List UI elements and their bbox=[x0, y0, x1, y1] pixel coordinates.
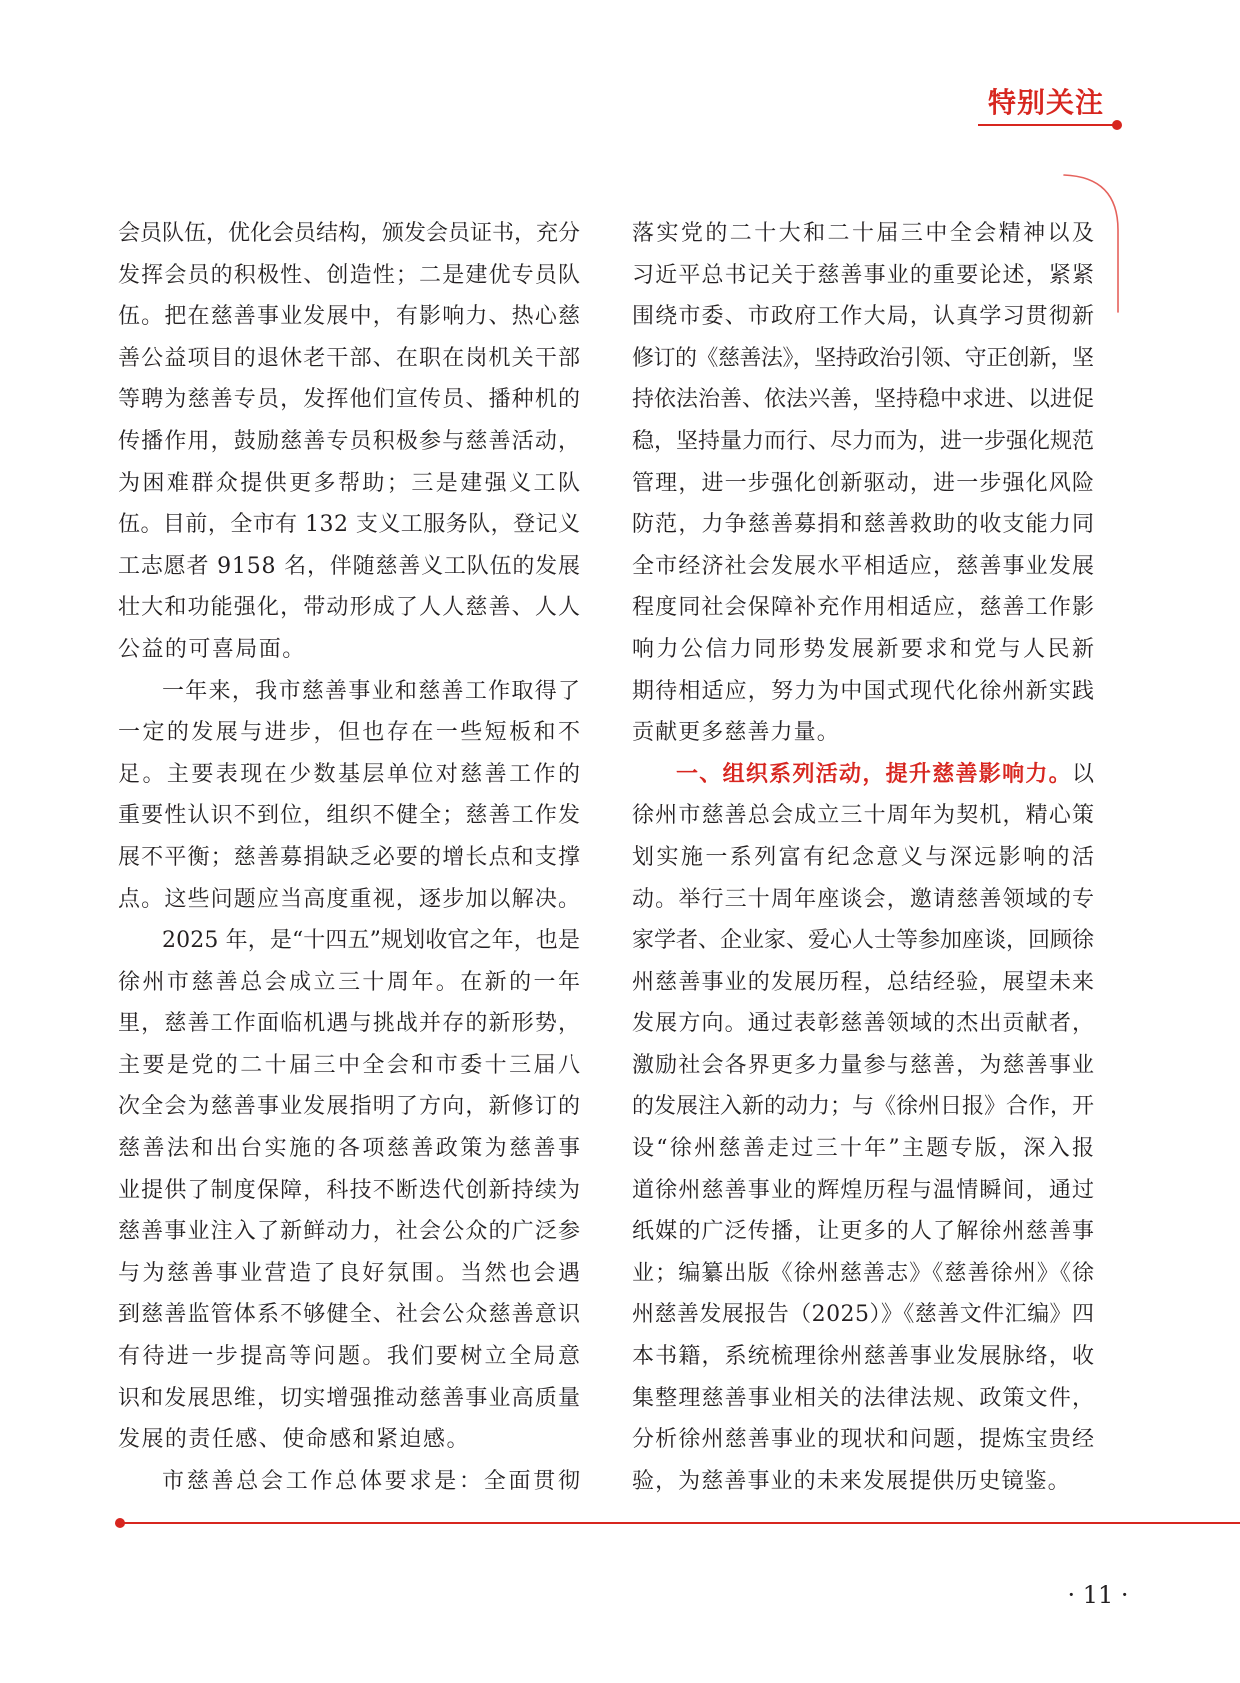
left-column-line bbox=[118, 879, 580, 921]
left-column-line bbox=[118, 379, 580, 421]
line-text: 设“徐州慈善走过三十年”主题专版，深入报 bbox=[632, 1136, 1097, 1162]
line-text: 一年来，我市慈善事业和慈善工作取得了 bbox=[162, 678, 582, 704]
line-text: 次全会为慈善事业发展指明了方向，新修订的 bbox=[118, 1094, 582, 1120]
line-text: 徐州市慈善总会成立三十周年。在新的一年 bbox=[118, 969, 583, 995]
left-column-line bbox=[118, 1045, 583, 1087]
right-column-line bbox=[632, 463, 1094, 505]
right-column-line bbox=[632, 338, 1094, 380]
right-column-line bbox=[632, 920, 1094, 962]
line-text: 贡献更多慈善力量。 bbox=[632, 720, 840, 746]
line-text: 等聘为慈善专员，发挥他们宣传员、播种机的 bbox=[118, 387, 582, 413]
right-text-column bbox=[632, 213, 1097, 1502]
right-column-line bbox=[632, 1461, 1094, 1503]
line-text: 程度同社会保障补充作用相适应，慈善工作影 bbox=[632, 595, 1096, 621]
line-text: 期待相适应，努力为中国式现代化徐州新实践 bbox=[632, 678, 1096, 704]
line-text: 业；编纂出版《徐州慈善志》《慈善徐州》《徐 bbox=[632, 1260, 1096, 1286]
right-column-line bbox=[632, 1128, 1097, 1170]
left-column-line bbox=[118, 671, 580, 713]
footer-rule-dot bbox=[115, 1518, 125, 1528]
line-text: 善公益项目的退休老干部、在职在岗机关干部 bbox=[118, 345, 582, 371]
line-text: 为困难群众提供更多帮助；三是建强义工队 bbox=[118, 470, 583, 496]
line-text: 一定的发展与进步，但也存在一些短板和不 bbox=[118, 720, 583, 746]
section-title: 特别关注 bbox=[988, 86, 1105, 119]
line-text: 有待进一步提高等问题。我们要树立全局意 bbox=[118, 1344, 583, 1370]
line-text: 会员队伍，优化会员结构，颁发会员证书，充分 bbox=[118, 221, 580, 246]
line-text: 稳，坚持量力而行、尽力而为，进一步强化规范 bbox=[632, 428, 1094, 454]
line-text: 纸媒的广泛传播，让更多的人了解徐州慈善事 bbox=[632, 1219, 1096, 1245]
right-column-line bbox=[632, 1336, 1094, 1378]
section-title-underline bbox=[978, 124, 1118, 126]
section-heading-continuation: 以 bbox=[1071, 761, 1096, 787]
left-column-line bbox=[118, 546, 580, 588]
line-text: 修订的《慈善法》，坚持政治引领、守正创新，坚 bbox=[632, 345, 1094, 371]
line-text: 落实党的二十大和二十届三中全会精神以及 bbox=[632, 221, 1097, 246]
line-text: 足。主要表现在少数基层单位对慈善工作的 bbox=[118, 761, 583, 787]
right-column-line bbox=[632, 587, 1094, 629]
line-text: 到慈善监管体系不够健全、社会公众慈善意识 bbox=[118, 1302, 582, 1328]
section-heading: 一、组织系列活动，提升慈善影响力。 bbox=[676, 760, 1072, 787]
line-text: 管理，进一步强化创新驱动，进一步强化风险 bbox=[632, 470, 1096, 496]
line-text: 与为慈善事业营造了良好氛围。当然也会遇 bbox=[118, 1260, 583, 1286]
line-text: 划实施一系列富有纪念意义与深远影响的活 bbox=[632, 844, 1097, 870]
right-column-line bbox=[632, 213, 1097, 255]
right-column-line bbox=[632, 504, 1094, 546]
left-column-line bbox=[118, 463, 583, 505]
right-column-line bbox=[632, 1045, 1094, 1087]
left-column-line bbox=[118, 920, 580, 962]
left-column-line bbox=[118, 629, 580, 671]
line-text: 家学者、企业家、爱心人士等参加座谈，回顾徐 bbox=[632, 928, 1094, 954]
line-text: 展不平衡；慈善募捐缺乏必要的增长点和支撑 bbox=[118, 844, 582, 870]
left-column-line bbox=[118, 255, 580, 297]
left-column-line bbox=[118, 1253, 583, 1295]
left-column-line bbox=[118, 1086, 580, 1128]
line-text: 点。这些问题应当高度重视，逐步加以解决。 bbox=[118, 886, 582, 912]
line-text: 徐州市慈善总会成立三十周年为契机，精心策 bbox=[632, 803, 1096, 829]
right-column-line bbox=[632, 255, 1094, 297]
line-text: 持依法治善、依法兴善，坚持稳中求进、以进促 bbox=[632, 387, 1094, 413]
left-column-line bbox=[118, 213, 580, 255]
line-text: 本书籍，系统梳理徐州慈善事业发展脉络，收 bbox=[632, 1344, 1096, 1370]
right-column-line bbox=[632, 671, 1094, 713]
line-text: 验，为慈善事业的未来发展提供历史镜鉴。 bbox=[632, 1468, 1071, 1494]
line-text: 识和发展思维，切实增强推动慈善事业高质量 bbox=[118, 1385, 582, 1411]
line-text: 响力公信力同形势发展新要求和党与人民新 bbox=[632, 636, 1097, 662]
line-text: 发展方向。通过表彰慈善领域的杰出贡献者， bbox=[632, 1011, 1096, 1037]
footer-rule bbox=[121, 1522, 1240, 1524]
right-column-line bbox=[632, 1086, 1094, 1128]
line-text: 慈善法和出台实施的各项慈善政策为慈善事 bbox=[118, 1136, 583, 1162]
right-column-line bbox=[632, 629, 1097, 671]
left-column-line bbox=[118, 962, 583, 1004]
left-column-line bbox=[118, 338, 580, 380]
right-column-line bbox=[632, 296, 1094, 338]
line-text: 防范，力争慈善募捐和慈善救助的收支能力同 bbox=[632, 512, 1096, 538]
line-text: 里，慈善工作面临机遇与挑战并存的新形势， bbox=[118, 1011, 582, 1037]
section-title-dot bbox=[1112, 120, 1122, 130]
line-text: 重要性认识不到位，组织不健全；慈善工作发 bbox=[118, 803, 582, 829]
right-column-line bbox=[632, 1003, 1094, 1045]
left-column-line bbox=[118, 1419, 580, 1461]
left-column-line bbox=[118, 712, 583, 754]
left-column-line bbox=[118, 795, 580, 837]
page-number: · 11 · bbox=[1067, 1581, 1129, 1609]
line-text: 分析徐州慈善事业的现状和问题，提炼宝贵经 bbox=[632, 1427, 1096, 1453]
left-column-line bbox=[118, 587, 580, 629]
right-column-line bbox=[632, 712, 1094, 754]
left-column-line bbox=[118, 1003, 580, 1045]
left-column-line bbox=[118, 837, 580, 879]
right-column-line bbox=[632, 1378, 1094, 1420]
line-text: 习近平总书记关于慈善事业的重要论述，紧紧 bbox=[632, 262, 1096, 288]
right-column-line bbox=[632, 962, 1094, 1004]
line-text: 工志愿者 9158 名，伴随慈善义工队伍的发展 bbox=[118, 553, 581, 579]
left-column-line bbox=[118, 1128, 583, 1170]
line-text: 州慈善事业的发展历程，总结经验，展望未来 bbox=[632, 969, 1096, 995]
line-text: 集整理慈善事业相关的法律法规、政策文件， bbox=[632, 1385, 1096, 1411]
line-text: 动。举行三十周年座谈会，邀请慈善领域的专 bbox=[632, 886, 1096, 912]
left-column-line bbox=[118, 1336, 583, 1378]
line-text bbox=[676, 762, 1095, 787]
line-text: 州慈善发展报告（2025）》《慈善文件汇编》四 bbox=[632, 1302, 1095, 1328]
left-column-line bbox=[118, 754, 583, 796]
right-column-line bbox=[632, 837, 1097, 879]
right-column-line bbox=[632, 421, 1094, 463]
line-text: 的发展注入新的动力；与《徐州日报》合作，开 bbox=[632, 1094, 1094, 1120]
line-text: 围绕市委、市政府工作大局，认真学习贯彻新 bbox=[632, 304, 1096, 330]
right-column-line bbox=[632, 879, 1094, 921]
left-text-column bbox=[118, 213, 583, 1502]
line-text: 伍。目前，全市有 132 支义工服务队，登记义 bbox=[118, 512, 581, 538]
left-column-line bbox=[118, 1211, 580, 1253]
left-column-line bbox=[118, 1294, 580, 1336]
right-column-line bbox=[632, 1211, 1094, 1253]
left-column-line bbox=[118, 504, 580, 546]
right-column-line bbox=[632, 1170, 1094, 1212]
line-text: 全市经济社会发展水平相适应，慈善事业发展 bbox=[632, 553, 1096, 579]
right-column-line bbox=[632, 1253, 1094, 1295]
right-column-line bbox=[632, 1294, 1094, 1336]
left-column-line bbox=[118, 1170, 580, 1212]
line-text: 发挥会员的积极性、创造性；二是建优专员队 bbox=[118, 262, 582, 288]
line-text: 慈善事业注入了新鲜动力，社会公众的广泛参 bbox=[118, 1219, 582, 1245]
line-text: 2025 年，是“十四五”规划收官之年，也是 bbox=[162, 928, 581, 954]
line-text: 市慈善总会工作总体要求是：全面贯彻 bbox=[162, 1468, 583, 1494]
line-text: 主要是党的二十届三中全会和市委十三届八 bbox=[118, 1052, 583, 1078]
line-text: 伍。把在慈善事业发展中，有影响力、热心慈 bbox=[118, 304, 582, 330]
left-column-line bbox=[118, 296, 580, 338]
right-column-line bbox=[632, 379, 1094, 421]
line-text: 业提供了制度保障，科技不断迭代创新持续为 bbox=[118, 1177, 582, 1203]
section-heading-line bbox=[632, 754, 1094, 796]
line-text: 道徐州慈善事业的辉煌历程与温情瞬间，通过 bbox=[632, 1177, 1096, 1203]
left-column-line bbox=[118, 421, 580, 463]
line-text: 激励社会各界更多力量参与慈善，为慈善事业 bbox=[632, 1052, 1096, 1078]
right-column-line bbox=[632, 1419, 1094, 1461]
line-text: 公益的可喜局面。 bbox=[118, 636, 306, 662]
left-column-line bbox=[118, 1378, 580, 1420]
line-text: 壮大和功能强化，带动形成了人人慈善、人人 bbox=[118, 595, 582, 621]
right-column-line bbox=[632, 546, 1094, 588]
left-column-line bbox=[118, 1461, 583, 1503]
line-text: 发展的责任感、使命感和紧迫感。 bbox=[118, 1427, 470, 1453]
right-column-line bbox=[632, 795, 1094, 837]
line-text: 传播作用，鼓励慈善专员积极参与慈善活动， bbox=[118, 428, 582, 454]
